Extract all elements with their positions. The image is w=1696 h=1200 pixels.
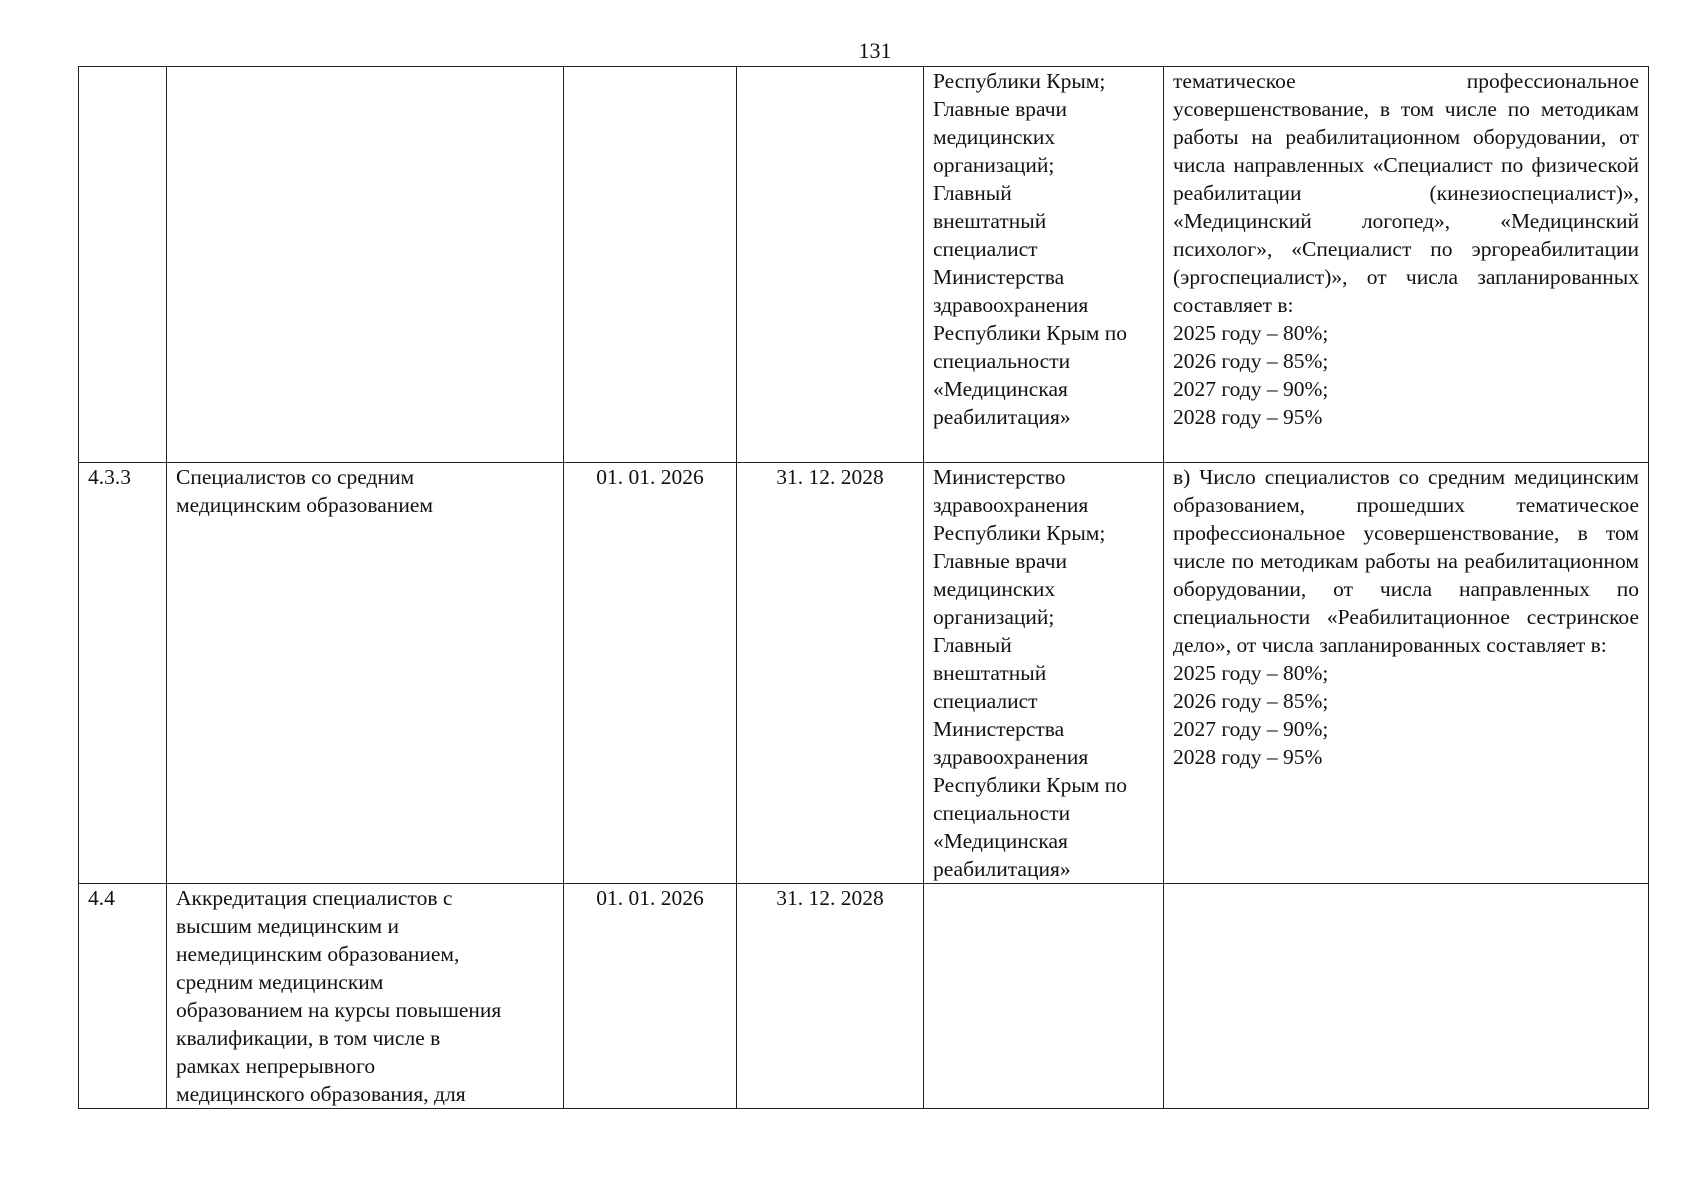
- text-line: специальности: [933, 349, 1071, 373]
- text-line: 2028 году – 95%: [1173, 405, 1323, 429]
- measure-name: [167, 884, 564, 1109]
- text-line: 2025 году – 80%;: [1173, 661, 1329, 685]
- text-line: немедицинским образованием,: [176, 942, 460, 966]
- responsible-executors: [924, 67, 1164, 463]
- text-line: 2028 году – 95%: [1173, 745, 1323, 769]
- text-line: Главный: [933, 181, 1012, 205]
- text-line: Министерства: [933, 717, 1065, 741]
- text-line: рамках непрерывного: [176, 1054, 376, 1078]
- text-line: 2027 году – 90%;: [1173, 717, 1329, 741]
- page-number: 131: [858, 38, 892, 63]
- text-line: Республики Крым;: [933, 69, 1106, 93]
- text-line: специалист: [933, 237, 1038, 261]
- text-line: реабилитация»: [933, 857, 1071, 881]
- row-number: [79, 67, 167, 463]
- measures-table: [78, 66, 1649, 1109]
- text-line: Министерство: [933, 465, 1066, 489]
- text-line: 2026 году – 85%;: [1173, 349, 1329, 373]
- responsible-executors: [924, 884, 1164, 1109]
- text-line: Республики Крым по: [933, 321, 1128, 345]
- start-date: [564, 67, 737, 463]
- text-line: внештатный: [933, 661, 1047, 685]
- text-line: «Медицинская: [933, 377, 1068, 401]
- text-line: медицинских: [933, 577, 1056, 601]
- text-line: образованием на курсы повышения: [176, 998, 502, 1022]
- text-line: высшим медицинским и: [176, 914, 399, 938]
- start-date: 01. 01. 2026: [564, 884, 737, 1109]
- end-date: [737, 67, 924, 463]
- text-line: здравоохранения: [933, 745, 1089, 769]
- indicator-years: [1173, 319, 1639, 431]
- target-indicator: [1164, 67, 1649, 463]
- row-number: 4.4: [79, 884, 167, 1109]
- text-line: Министерства: [933, 265, 1065, 289]
- text-line: 2025 году – 80%;: [1173, 321, 1329, 345]
- indicator-text: тематическое профессиональное усовершенствование, в том числе по методикам работы на реабилитационном оборудовании, от числа направленных «Специалист по физической реабилитации (кинезиоспециалист)», «Медицинский логопед», «Медицинский психолог», «Специалист по эргореабилитации (эргоспециалист)», от числа запланированных составляет в:: [1173, 69, 1639, 317]
- text-line: Республики Крым по: [933, 773, 1128, 797]
- measure-name: [167, 67, 564, 463]
- text-line: специальности: [933, 801, 1071, 825]
- text-line: здравоохранения: [933, 293, 1089, 317]
- text-line: медицинского образования, для: [176, 1082, 466, 1106]
- text-line: Специалистов со средним: [176, 465, 415, 489]
- text-line: 2027 году – 90%;: [1173, 377, 1329, 401]
- row-number: 4.3.3: [79, 463, 167, 884]
- text-line: квалификации, в том числе в: [176, 1026, 441, 1050]
- indicator-years: [1173, 659, 1639, 771]
- start-date: 01. 01. 2026: [564, 463, 737, 884]
- table-row: [79, 67, 1649, 463]
- text-line: Главные врачи: [933, 549, 1068, 573]
- target-indicator: [1164, 884, 1649, 1109]
- text-line: Аккредитация специалистов с: [176, 886, 453, 910]
- text-line: внештатный: [933, 209, 1047, 233]
- text-line: 2026 году – 85%;: [1173, 689, 1329, 713]
- text-line: здравоохранения: [933, 493, 1089, 517]
- text-line: организаций;: [933, 153, 1055, 177]
- text-line: медицинским образованием: [176, 493, 433, 517]
- text-line: медицинских: [933, 125, 1056, 149]
- end-date: 31. 12. 2028: [737, 884, 924, 1109]
- table-row: [79, 884, 1649, 1109]
- text-line: Главный: [933, 633, 1012, 657]
- text-line: Республики Крым;: [933, 521, 1106, 545]
- table-row: [79, 463, 1649, 884]
- end-date: 31. 12. 2028: [737, 463, 924, 884]
- responsible-executors: [924, 463, 1164, 884]
- text-line: «Медицинская: [933, 829, 1068, 853]
- text-line: организаций;: [933, 605, 1055, 629]
- measure-name: [167, 463, 564, 884]
- indicator-text: в) Число специалистов со средним медицинским образованием, прошедших тематическое профессиональное усовершенствование, в том числе по методикам работы на реабилитационном оборудовании, от числа направленных по специальности «Реабилитационное сестринское дело», от числа запланированных составляет в:: [1173, 465, 1639, 657]
- text-line: Главные врачи: [933, 97, 1068, 121]
- text-line: реабилитация»: [933, 405, 1071, 429]
- target-indicator: [1164, 463, 1649, 884]
- text-line: специалист: [933, 689, 1038, 713]
- text-line: средним медицинским: [176, 970, 384, 994]
